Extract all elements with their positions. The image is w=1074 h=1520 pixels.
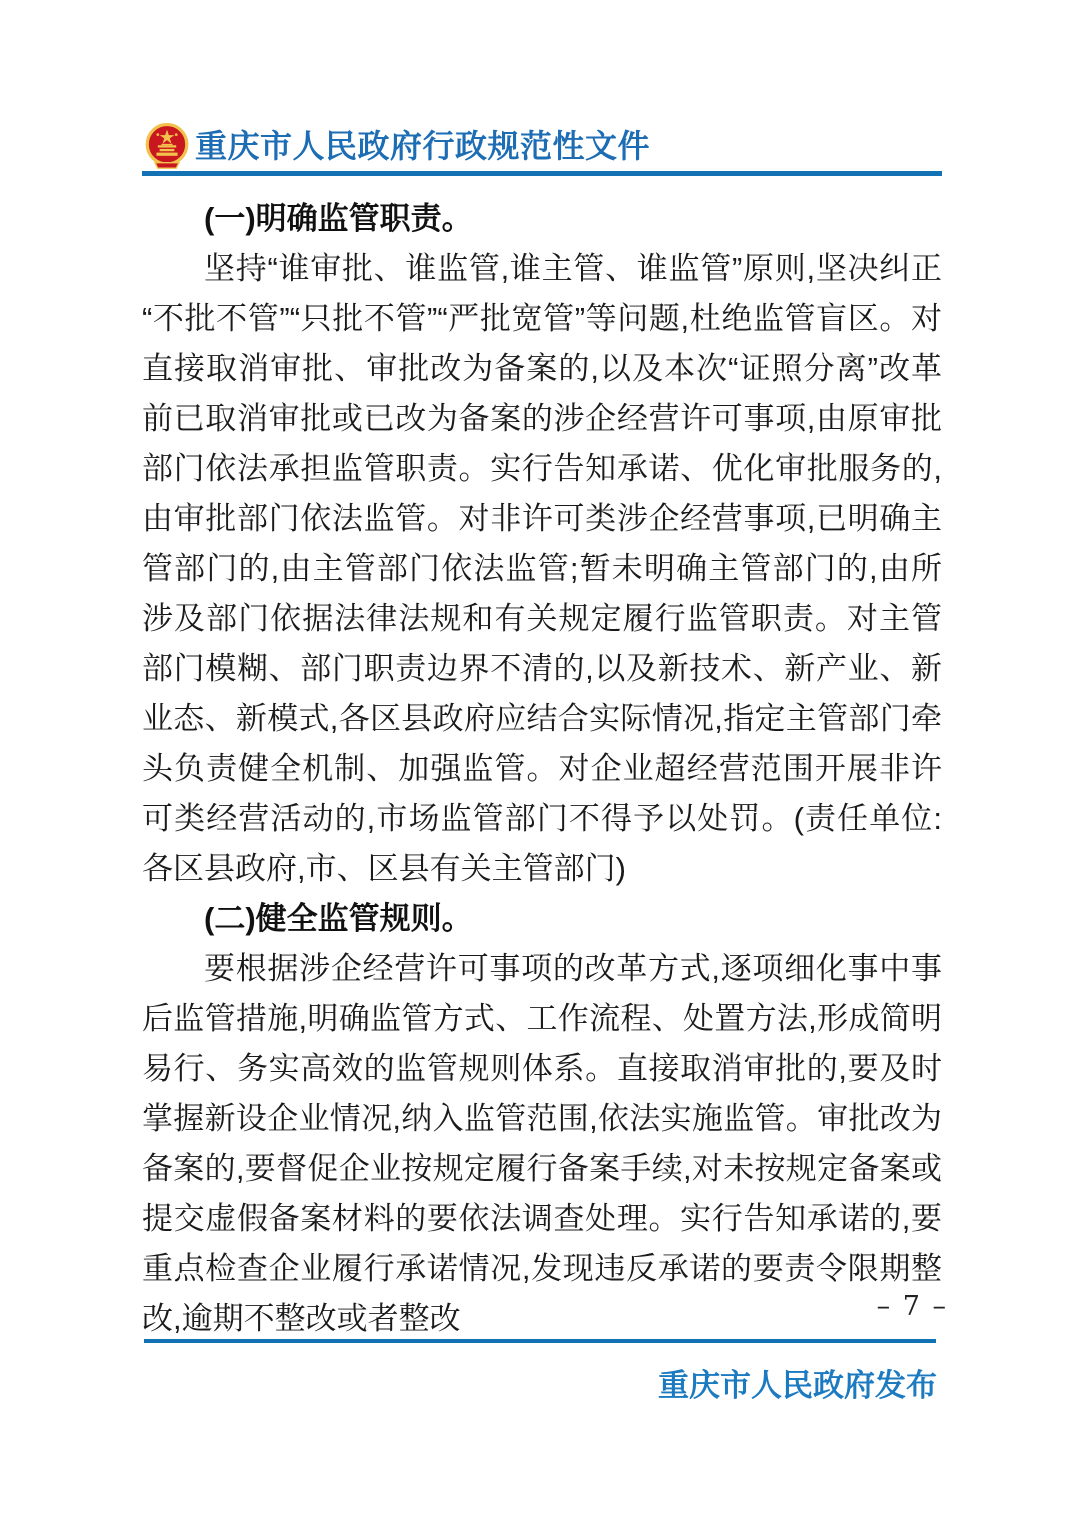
china-national-emblem-icon (144, 122, 190, 174)
section-paragraph-2: 要根据涉企经营许可事项的改革方式,逐项细化事中事后监管措施,明确监管方式、工作流程、处置方法,形成简明易行、务实高效的监管规则体系。直接取消审批的,要及时掌握新设企业情况,纳入监管范围,依法实施监管。审批改为备案的,要督促企业按规定履行备案手续,对未按规定备案或提交虚假备案材料的要依法调查处理。实行告知承诺的,要重点检查企业履行承诺情况,发现违反承诺的要责令限期整改,逾期不整改或者整改 (142, 951, 942, 1336)
publisher-label: 重庆市人民政府发布 (658, 1368, 937, 1403)
page-title: 重庆市人民政府行政规范性文件 (195, 128, 651, 164)
section-paragraph-1: 坚持“谁审批、谁监管,谁主管、谁监管”原则,坚决纠正“不批不管”“只批不管”“严批宽管”等问题,杜绝监管盲区。对直接取消审批、审批改为备案的,以及本次“证照分离”改革前已取消审批或已改为备案的涉企经营许可事项,由原审批部门依法承担监管职责。实行告知承诺、优化审批服务的,由审批部门依法监管。对非许可类涉企经营事项,已明确主管部门的,由主管部门依法监管;暂未明确主管部门的,由所涉及部门依据法律法规和有关规定履行监管职责。对主管部门模糊、部门职责边界不清的,以及新技术、新产业、新业态、新模式,各区县政府应结合实际情况,指定主管部门牵头负责健全机制、加强监管。对企业超经营范围开展非许可类经营活动的,市场监管部门不得予以处罚。(责任单位:各区县政府,市、区县有关主管部门) (142, 251, 942, 886)
footer-divider (144, 1339, 936, 1343)
header-divider (142, 171, 942, 176)
section-heading-2: (二)健全监管规则。 (204, 901, 473, 936)
page-number: – 7 – (876, 1291, 948, 1322)
section-heading-1: (一)明确监管职责。 (204, 201, 473, 236)
page-header (144, 122, 650, 174)
document-body (142, 194, 942, 1344)
